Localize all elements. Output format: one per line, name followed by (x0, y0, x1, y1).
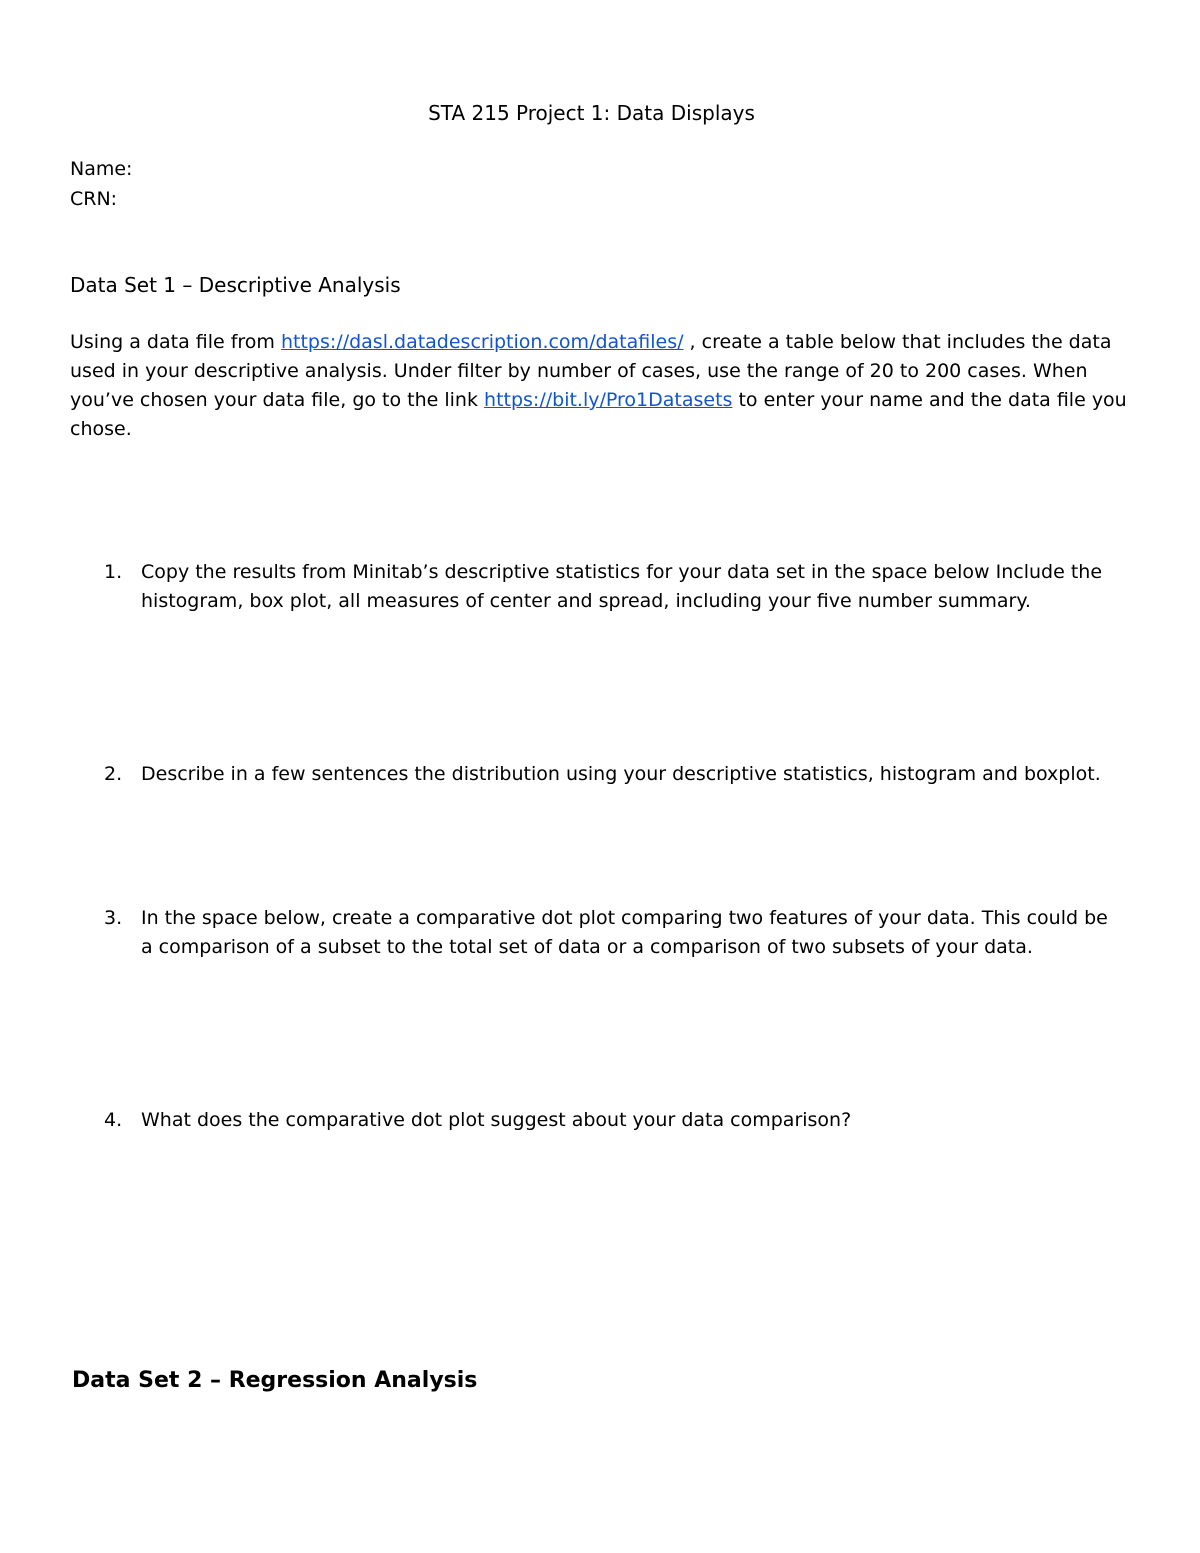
section-1-intro (70, 328, 1130, 444)
intro-text-part1: Using a data file from (70, 331, 281, 353)
question-4 (104, 1106, 1114, 1135)
section-1-heading: Data Set 1 – Descriptive Analysis (70, 273, 401, 297)
section-2-heading: Data Set 2 – Regression Analysis (72, 1368, 478, 1393)
datasets-link[interactable]: https://bit.ly/Pro1Datasets (484, 389, 733, 411)
question-number: 4. (104, 1109, 123, 1131)
name-label: Name: (70, 158, 133, 180)
question-text: Copy the results from Minitab’s descriptive statistics for your data set in the space below Include the histogram, box plot, all measures of center and spread, including your five number summary. (141, 561, 1103, 612)
question-1 (104, 558, 1114, 616)
question-number: 2. (104, 763, 123, 785)
datafiles-link[interactable]: https://dasl.datadescription.com/datafiles/ (280, 331, 684, 353)
question-text: What does the comparative dot plot suggest about your data comparison? (141, 1109, 852, 1131)
question-3 (104, 904, 1114, 962)
question-2 (104, 760, 1114, 789)
intro-text-part2: , create a table below that includes the data used in your descriptive analysis. Under filter by number of cases, use the range of 20 to 200 cases. When you’ve chosen your data file, go to the link (70, 331, 1112, 411)
question-text: Describe in a few sentences the distribution using your descriptive statistics, histogram and boxplot. (141, 763, 1101, 785)
document-title: STA 215 Project 1: Data Displays (428, 101, 755, 125)
question-text: In the space below, create a comparative dot plot comparing two features of your data. This could be a comparison of a subset to the total set of data or a comparison of two subsets of your data. (141, 907, 1108, 958)
question-number: 1. (104, 561, 123, 583)
intro-text-part3: to enter your name and the data file you chose. (70, 389, 1127, 440)
crn-label: CRN: (70, 188, 118, 210)
question-number: 3. (104, 907, 123, 929)
